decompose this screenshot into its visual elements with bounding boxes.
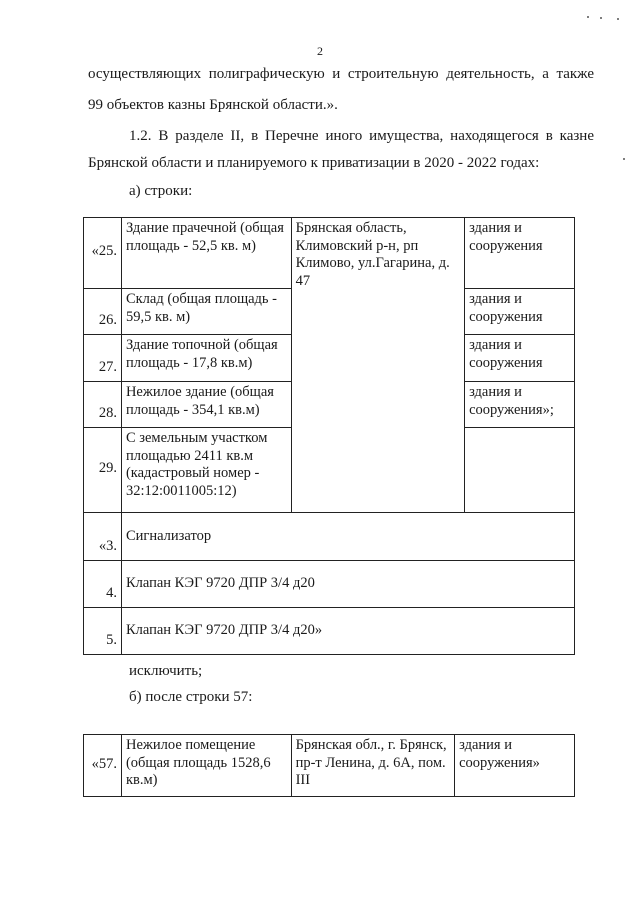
row-number: «57. (84, 735, 122, 797)
item-address: Брянская обл., г. Брянск, пр-т Ленина, д. 6А, пом. III (291, 735, 455, 797)
scan-speck (617, 18, 619, 20)
paragraph-line-6: исключить; (129, 663, 203, 679)
item-name: Здание прачечной (общая площадь - 52,5 кв. м) (121, 218, 291, 289)
item-category: здания и сооружения» (455, 735, 575, 797)
paragraph-line-4: Брянской области и планируемого к приватизации в 2020 - 2022 годах: (88, 155, 540, 171)
table-row (84, 513, 575, 561)
row-number: «25. (84, 218, 122, 289)
row-number: 28. (84, 382, 122, 428)
row-number: «3. (84, 513, 122, 561)
item-name: Клапан КЭГ 9720 ДПР 3/4 д20» (121, 608, 574, 655)
table-row (84, 218, 575, 289)
item-category: здания и сооружения (465, 335, 575, 382)
row-number: 5. (84, 608, 122, 655)
paragraph-line-1: осуществляющих полиграфическую и строительную деятельность, а также (88, 66, 594, 82)
paragraph-line-3: 1.2. В разделе II, в Перечне иного имущества, находящегося в казне (129, 128, 594, 144)
row-number: 27. (84, 335, 122, 382)
table-items-1 (83, 217, 575, 513)
item-category: здания и сооружения (465, 289, 575, 335)
item-name: Нежилое здание (общая площадь - 354,1 кв.м) (121, 382, 291, 428)
table-items-3 (83, 734, 575, 797)
item-name: Склад (общая площадь - 59,5 кв. м) (121, 289, 291, 335)
row-number: 26. (84, 289, 122, 335)
row-number: 29. (84, 428, 122, 513)
paragraph-line-7: б) после строки 57: (129, 689, 253, 705)
item-category: здания и сооружения (465, 218, 575, 289)
table-row (84, 735, 575, 797)
page-number: 2 (317, 44, 323, 58)
table-row (84, 608, 575, 655)
item-name: Клапан КЭГ 9720 ДПР 3/4 д20 (121, 561, 574, 608)
scan-speck (587, 16, 589, 18)
item-name: Нежилое помещение (общая площадь 1528,6 кв.м) (121, 735, 291, 797)
table-items-2 (83, 512, 575, 655)
paragraph-line-2: 99 объектов казны Брянской области.». (88, 97, 338, 113)
scan-speck (623, 158, 625, 160)
item-name: Здание топочной (общая площадь - 17,8 кв.м) (121, 335, 291, 382)
item-category: здания и сооружения»; (465, 382, 575, 428)
item-name: С земельным участком площадью 2411 кв.м (кадастровый номер - 32:12:0011005:12) (121, 428, 291, 513)
scan-speck (600, 17, 602, 19)
item-address: Брянская область, Климовский р-н, рп Климово, ул.Гагарина, д. 47 (291, 218, 464, 513)
row-number: 4. (84, 561, 122, 608)
table-row (84, 561, 575, 608)
item-name: Сигнализатор (121, 513, 574, 561)
paragraph-line-5: а) строки: (129, 183, 193, 199)
item-category-empty (465, 428, 575, 513)
